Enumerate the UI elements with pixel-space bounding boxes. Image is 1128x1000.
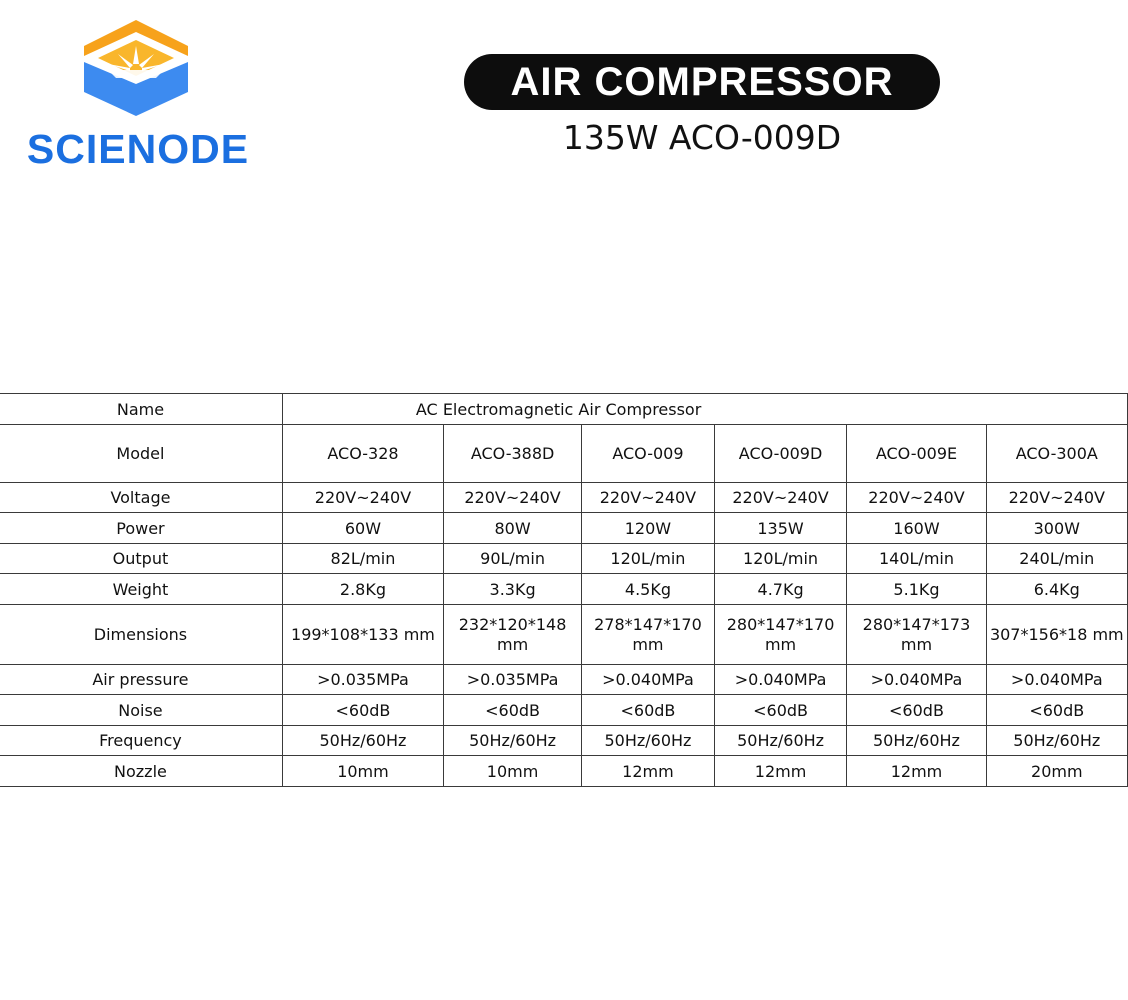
row-label: Noise (0, 695, 282, 726)
table-cell: 160W (847, 513, 986, 544)
brand-logo (18, 18, 258, 172)
table-cell: 120L/min (714, 544, 847, 574)
row-label: Name (0, 394, 282, 425)
table-cell: 4.7Kg (714, 574, 847, 605)
table-cell: 50Hz/60Hz (714, 726, 847, 756)
table-cell: 82L/min (282, 544, 443, 574)
row-label: Output (0, 544, 282, 574)
hexagon-sun-logo-icon (78, 18, 194, 118)
table-row (0, 605, 1128, 665)
row-label: Dimensions (0, 605, 282, 665)
table-cell: 232*120*148 mm (444, 605, 582, 665)
table-cell: 12mm (714, 756, 847, 787)
table-cell: 220V~240V (847, 483, 986, 513)
table-cell: 240L/min (986, 544, 1127, 574)
table-cell: 5.1Kg (847, 574, 986, 605)
table-cell: <60dB (986, 695, 1127, 726)
row-label: Power (0, 513, 282, 544)
table-cell: 3.3Kg (444, 574, 582, 605)
table-cell: 120W (582, 513, 715, 544)
table-cell: 220V~240V (582, 483, 715, 513)
row-label: Voltage (0, 483, 282, 513)
table-cell: 12mm (847, 756, 986, 787)
table-cell: 50Hz/60Hz (582, 726, 715, 756)
table-cell: 300W (986, 513, 1127, 544)
table-cell: 6.4Kg (986, 574, 1127, 605)
table-cell: 220V~240V (444, 483, 582, 513)
table-cell: 10mm (444, 756, 582, 787)
table-row (0, 483, 1128, 513)
table-cell: 50Hz/60Hz (986, 726, 1127, 756)
table-cell: 280*147*170 mm (714, 605, 847, 665)
table-cell: <60dB (847, 695, 986, 726)
table-cell: <60dB (714, 695, 847, 726)
table-cell: ACO-009 (582, 425, 715, 483)
row-label: Air pressure (0, 665, 282, 695)
table-cell: 12mm (582, 756, 715, 787)
table-cell: 278*147*170 mm (582, 605, 715, 665)
table-cell: >0.040MPa (714, 665, 847, 695)
table-row (0, 513, 1128, 544)
table-cell: ACO-300A (986, 425, 1127, 483)
table-cell: 307*156*18 mm (986, 605, 1127, 665)
table-cell: 80W (444, 513, 582, 544)
table-cell: ACO-328 (282, 425, 443, 483)
table-cell: 50Hz/60Hz (444, 726, 582, 756)
product-type-cell: AC Electromagnetic Air Compressor (282, 394, 1127, 425)
table-cell: ACO-009D (714, 425, 847, 483)
table-row (0, 425, 1128, 483)
table-cell: 135W (714, 513, 847, 544)
table-cell: 90L/min (444, 544, 582, 574)
table-cell: 60W (282, 513, 443, 544)
table-cell: 120L/min (582, 544, 715, 574)
page-title: AIR COMPRESSOR (464, 54, 940, 110)
table-cell: ACO-388D (444, 425, 582, 483)
table-cell: >0.040MPa (847, 665, 986, 695)
table-row (0, 665, 1128, 695)
table-cell: 20mm (986, 756, 1127, 787)
table-cell: <60dB (444, 695, 582, 726)
row-label: Nozzle (0, 756, 282, 787)
table-cell: >0.040MPa (582, 665, 715, 695)
table-cell: >0.040MPa (986, 665, 1127, 695)
brand-name: SCIENODE (26, 126, 250, 172)
table-cell: 4.5Kg (582, 574, 715, 605)
table-cell: 50Hz/60Hz (847, 726, 986, 756)
table-row (0, 695, 1128, 726)
table-cell: 220V~240V (714, 483, 847, 513)
table-row-name (0, 394, 1128, 425)
row-label: Frequency (0, 726, 282, 756)
table-cell: 50Hz/60Hz (282, 726, 443, 756)
table-row (0, 574, 1128, 605)
table-cell: <60dB (282, 695, 443, 726)
table-row (0, 756, 1128, 787)
table-cell: 140L/min (847, 544, 986, 574)
table-cell: 220V~240V (282, 483, 443, 513)
table-row (0, 544, 1128, 574)
table-cell: >0.035MPa (282, 665, 443, 695)
table-cell: ACO-009E (847, 425, 986, 483)
spec-table (0, 393, 1128, 787)
page-subtitle: 135W ACO-009D (562, 118, 842, 157)
table-cell: 2.8Kg (282, 574, 443, 605)
table-cell: 10mm (282, 756, 443, 787)
table-row (0, 726, 1128, 756)
table-cell: >0.035MPa (444, 665, 582, 695)
row-label: Model (0, 425, 282, 483)
table-cell: <60dB (582, 695, 715, 726)
row-label: Weight (0, 574, 282, 605)
table-cell: 220V~240V (986, 483, 1127, 513)
table-cell: 280*147*173 mm (847, 605, 986, 665)
table-cell: 199*108*133 mm (282, 605, 443, 665)
